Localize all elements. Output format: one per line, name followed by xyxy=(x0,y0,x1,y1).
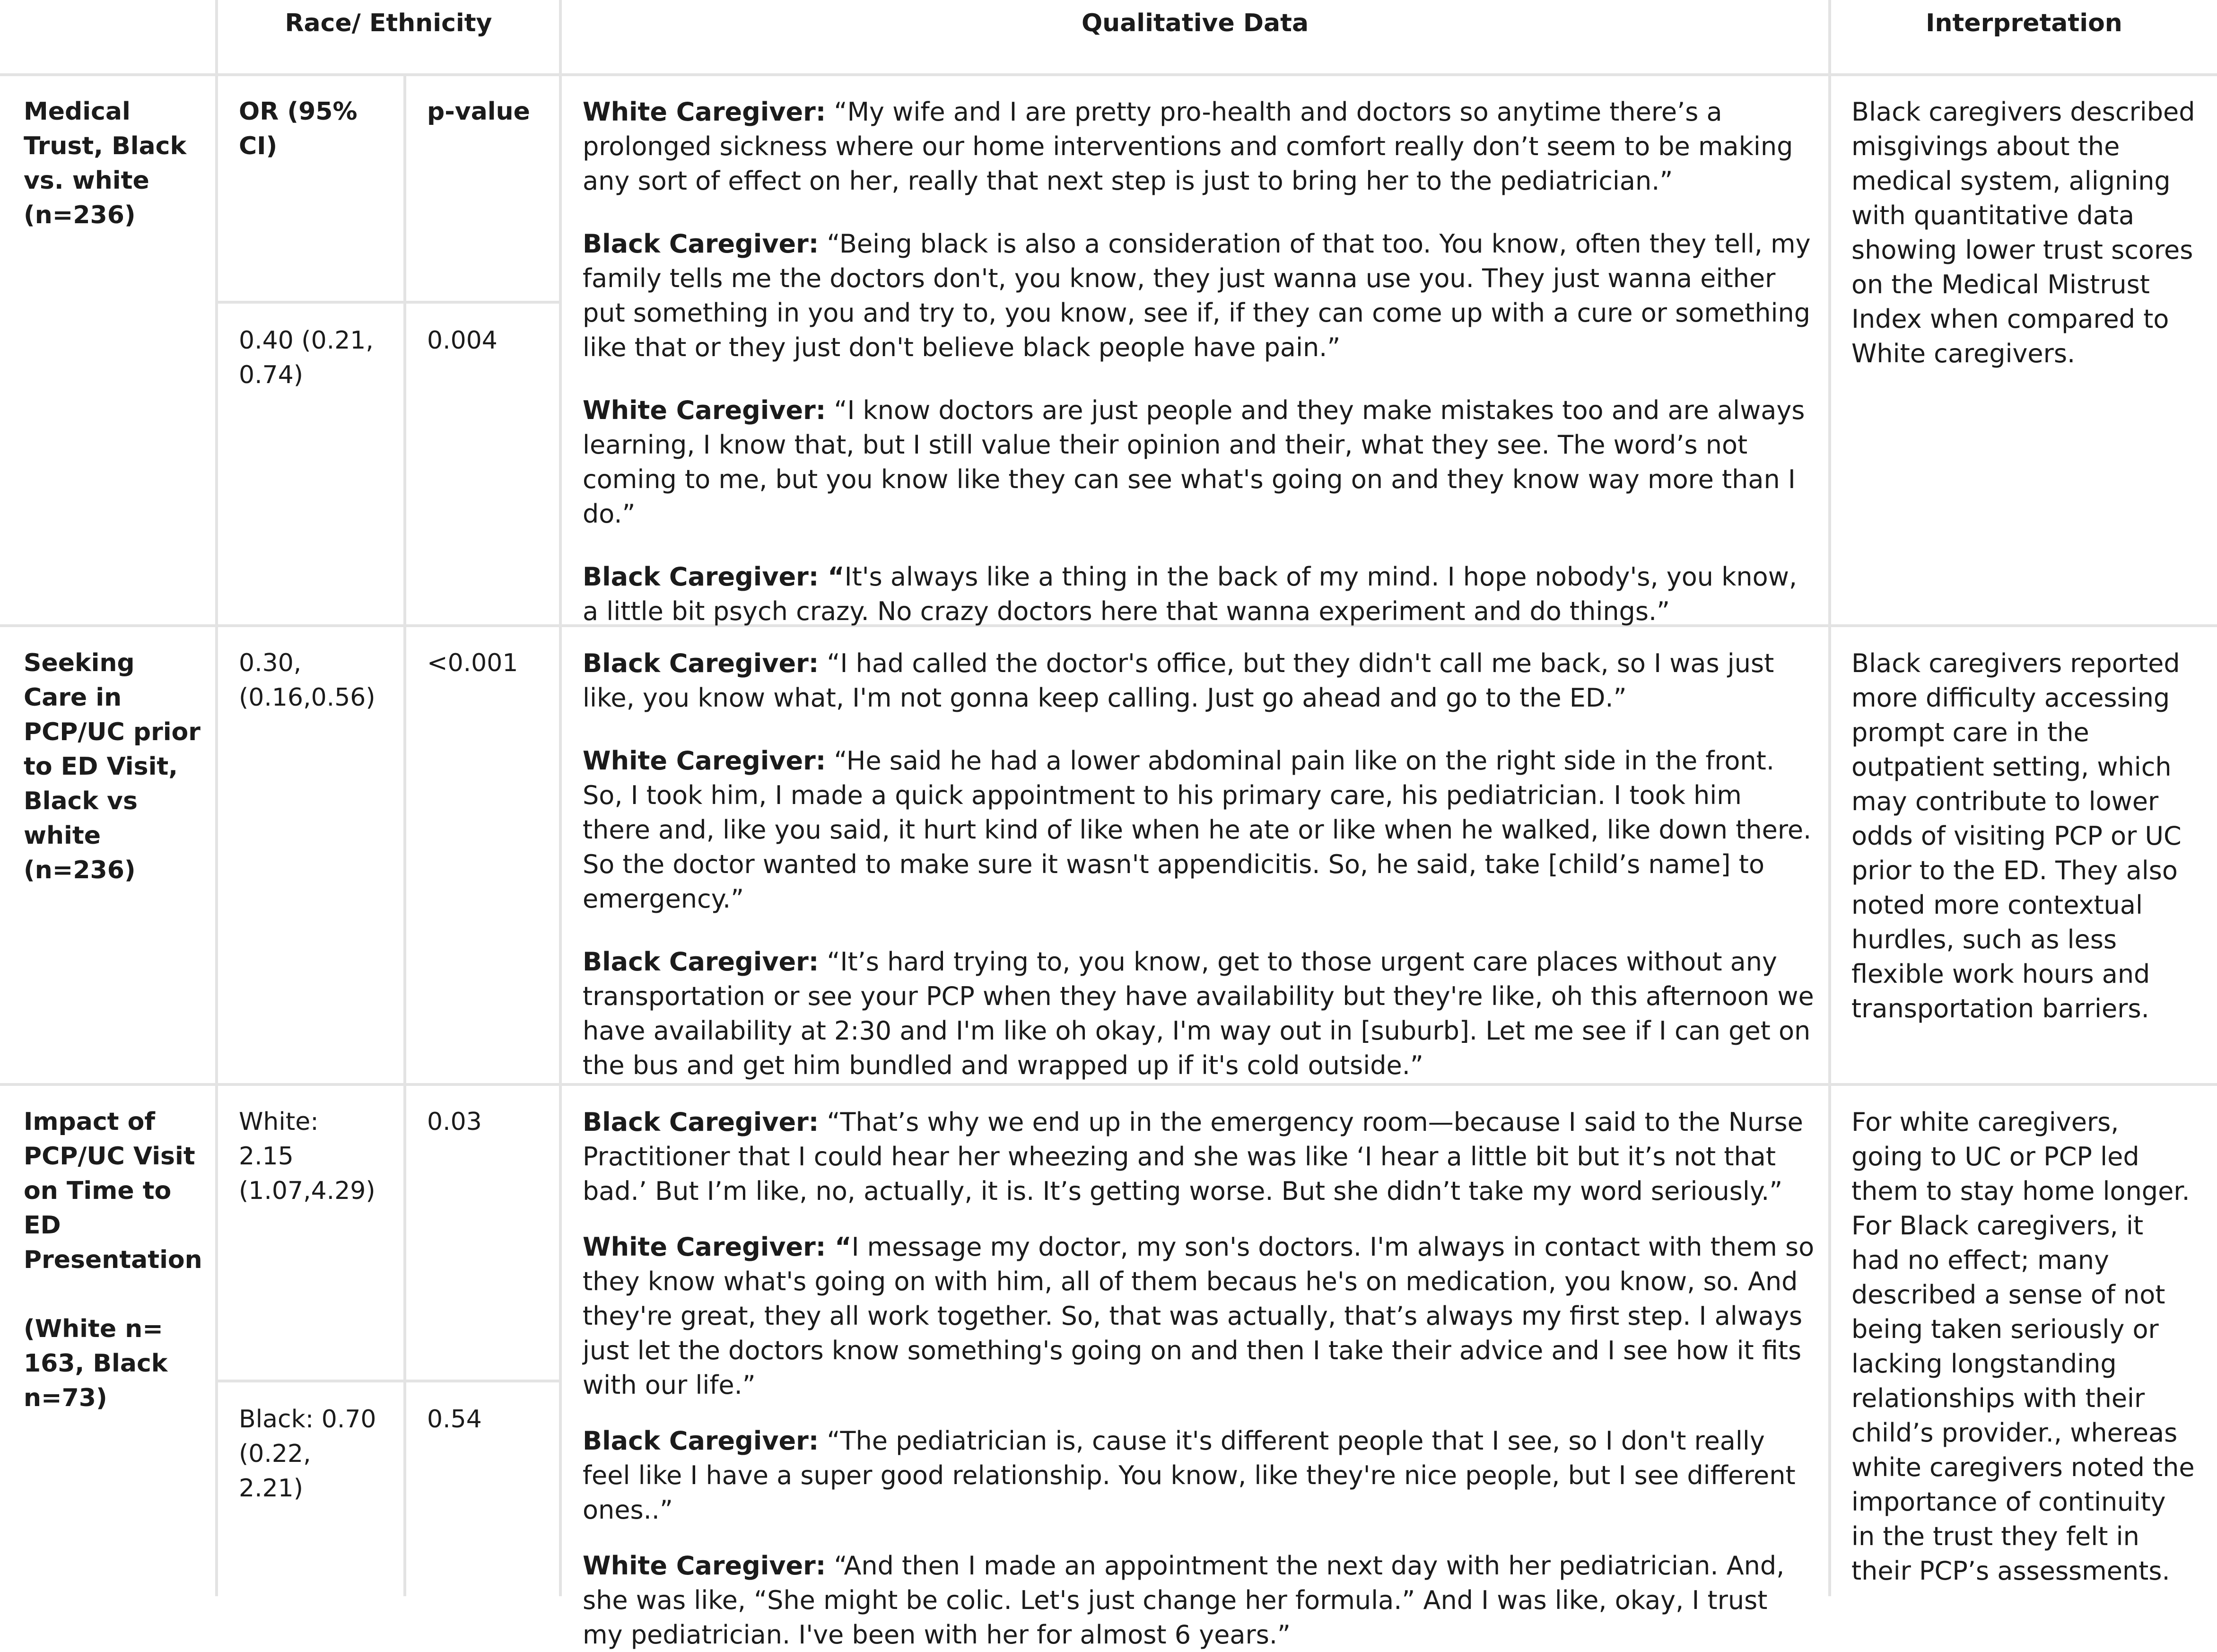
grid-line xyxy=(559,0,562,1596)
or-value-white: White: 2.15 (1.07,4.29) xyxy=(239,1108,375,1205)
grid-line xyxy=(215,0,218,1596)
quote xyxy=(583,1548,1815,1652)
speaker-label: White Caregiver: xyxy=(583,1551,826,1581)
row-label-sample-size: (White n= 163, Black n=73) xyxy=(24,1315,168,1412)
row-label-seeking-care: Seeking Care in PCP/UC prior to ED Visit, Black vs white (n=236) xyxy=(24,649,201,884)
quote-text: “I know doctors are just people and they make mistakes too and are always learning, I know that, but I still value their opinion and their, what they see. The word’s not coming to me, but you know like they can see what's going on and they know way more than I do.” xyxy=(583,395,1805,529)
quote-text: It's always like a thing in the back of my mind. I hope nobody's, you know, a little bit psych crazy. No crazy doctors here that wanna experiment and do things.” xyxy=(583,562,1798,626)
quote-text: I message my doctor, my son's doctors. I'm always in contact with them so they know what's going on with him, all of them becaus he's on medication, you know, so. And they're great, they all work together. So, that was actually, that’s always my first step. I always just let the doctors know something's going on and then I take their advice and I see how it fits with our life.” xyxy=(583,1232,1815,1400)
or-ci-header: OR (95% CI) xyxy=(239,97,358,160)
speaker-label: Black Caregiver: xyxy=(583,648,819,678)
quote xyxy=(583,743,1815,916)
grid-line xyxy=(215,301,560,304)
p-value-medical-trust: 0.004 xyxy=(427,326,498,355)
p-value-black: 0.54 xyxy=(427,1405,482,1433)
quote-text: “That’s why we end up in the emergency room—because I said to the Nurse Practitioner that I could hear her wheezing and she was like ‘I hear a little bit but it’s not that bad.’ But I’m like, no, actually, it is. It’s getting worse. But she didn’t take my word seriously.” xyxy=(583,1107,1803,1206)
qualitative-quotes-impact xyxy=(583,1105,1815,1652)
speaker-label: Black Caregiver: xyxy=(583,1426,819,1456)
quote xyxy=(583,1105,1815,1208)
or-value-medical-trust: 0.40 (0.21, 0.74) xyxy=(239,326,374,389)
quote-text: “He said he had a lower abdominal pain like on the right side in the front. So, I took him, I made a quick appointment to his primary care, his pediatrician. I took him there and, like you said, it hurt kind of like when he ate or like when he walked, like down there. So the doctor wanted to make sure it wasn't appendicitis. So, he said, take [child’s name] to emergency.” xyxy=(583,746,1812,914)
quote xyxy=(583,227,1815,365)
quote xyxy=(583,95,1815,198)
speaker-label: White Caregiver: xyxy=(583,395,826,425)
quote-text: “I had called the doctor's office, but they didn't call me back, so I was just like, you know what, I'm not gonna keep calling. Just go ahead and go to the ED.” xyxy=(583,648,1774,713)
grid-line xyxy=(215,1380,560,1382)
speaker-label: White Caregiver: xyxy=(583,97,826,127)
quote xyxy=(583,1230,1815,1402)
quote xyxy=(583,1424,1815,1527)
p-value-white: 0.03 xyxy=(427,1108,482,1136)
row-label-medical-trust: Medical Trust, Black vs. white (n=236) xyxy=(24,97,187,229)
or-value-seeking-care: 0.30, (0.16,0.56) xyxy=(239,649,375,712)
speaker-label: White Caregiver: xyxy=(583,746,826,776)
quote-text: “And then I made an appointment the next day with her pediatrician. And, she was like, “She might be colic. Let's just change her formula.” And I was like, okay, I trust my pediatrician. I've been with her for almost 6 years.” xyxy=(583,1551,1785,1650)
qualitative-quotes-seeking-care xyxy=(583,646,1815,1083)
quote-text: “Being black is also a consideration of that too. You know, often they tell, my family tells me the doctors don't, you know, they just wanna use you. They just wanna either put something in you and try to, you know, see if, if they can come up with a cure or something like that or they just don't believe black people have pain.” xyxy=(583,229,1811,362)
grid-line xyxy=(0,1083,2217,1086)
speaker-label: White Caregiver: “ xyxy=(583,1232,852,1262)
row-label-impact-pcp-uc xyxy=(24,1105,202,1416)
quote xyxy=(583,646,1815,715)
speaker-label: Black Caregiver: xyxy=(583,1107,819,1137)
header-race-ethnicity: Race/ Ethnicity xyxy=(285,9,492,37)
speaker-label: Black Caregiver: “ xyxy=(583,562,845,592)
grid-line xyxy=(1828,0,1831,1596)
quote-text: “My wife and I are pretty pro-health and doctors so anytime there’s a prolonged sickness where our home interventions and comfort really don’t seem to be making any sort of effect on her, really that next step is just to bring her to the pediatrician.” xyxy=(583,97,1793,196)
interpretation-impact: For white caregivers, going to UC or PCP led them to stay home longer. For Black caregivers, it had no effect; many described a sense of not being taken seriously or lacking longstanding relationships with their child’s provider., whereas white caregivers noted the importance of continuity in the trust they felt in their PCP’s assessments. xyxy=(1851,1107,2195,1586)
quote xyxy=(583,559,1815,629)
header-interpretation: Interpretation xyxy=(1926,9,2122,37)
speaker-label: Black Caregiver: xyxy=(583,947,819,977)
speaker-label: Black Caregiver: xyxy=(583,229,819,259)
row-label-title: Impact of PCP/UC Visit on Time to ED Presentation xyxy=(24,1108,202,1274)
grid-line xyxy=(0,73,2217,76)
interpretation-medical-trust: Black caregivers described misgivings about the medical system, aligning with quantitative data showing lower trust scores on the Medical Mistrust Index when compared to White caregivers. xyxy=(1851,97,2195,368)
p-value-header: p-value xyxy=(427,97,530,126)
quote xyxy=(583,944,1815,1083)
quote xyxy=(583,393,1815,531)
quote-text: “The pediatrician is, cause it's different people that I see, so I don't really feel like I have a super good relationship. You know, like they're nice people, but I see different ones..” xyxy=(583,1426,1796,1525)
or-value-black: Black: 0.70 (0.22, 2.21) xyxy=(239,1405,376,1503)
qualitative-quotes-medical-trust xyxy=(583,95,1815,629)
interpretation-seeking-care: Black caregivers reported more difficulty accessing prompt care in the outpatient setting, which may contribute to lower odds of visiting PCP or UC prior to the ED. They also noted more contextual hurdles, such as less flexible work hours and transportation barriers. xyxy=(1851,648,2182,1023)
p-value-seeking-care: <0.001 xyxy=(427,649,518,677)
header-qualitative-data: Qualitative Data xyxy=(1081,9,1309,37)
quote-text: “It’s hard trying to, you know, get to those urgent care places without any transportation or see your PCP when they have availability but they're like, oh this afternoon we have availability at 2:30 and I'm like oh okay, I'm way out in [suburb]. Let me see if I can get on the bus and get him bundled and wrapped up if it's cold outside.” xyxy=(583,947,1814,1080)
